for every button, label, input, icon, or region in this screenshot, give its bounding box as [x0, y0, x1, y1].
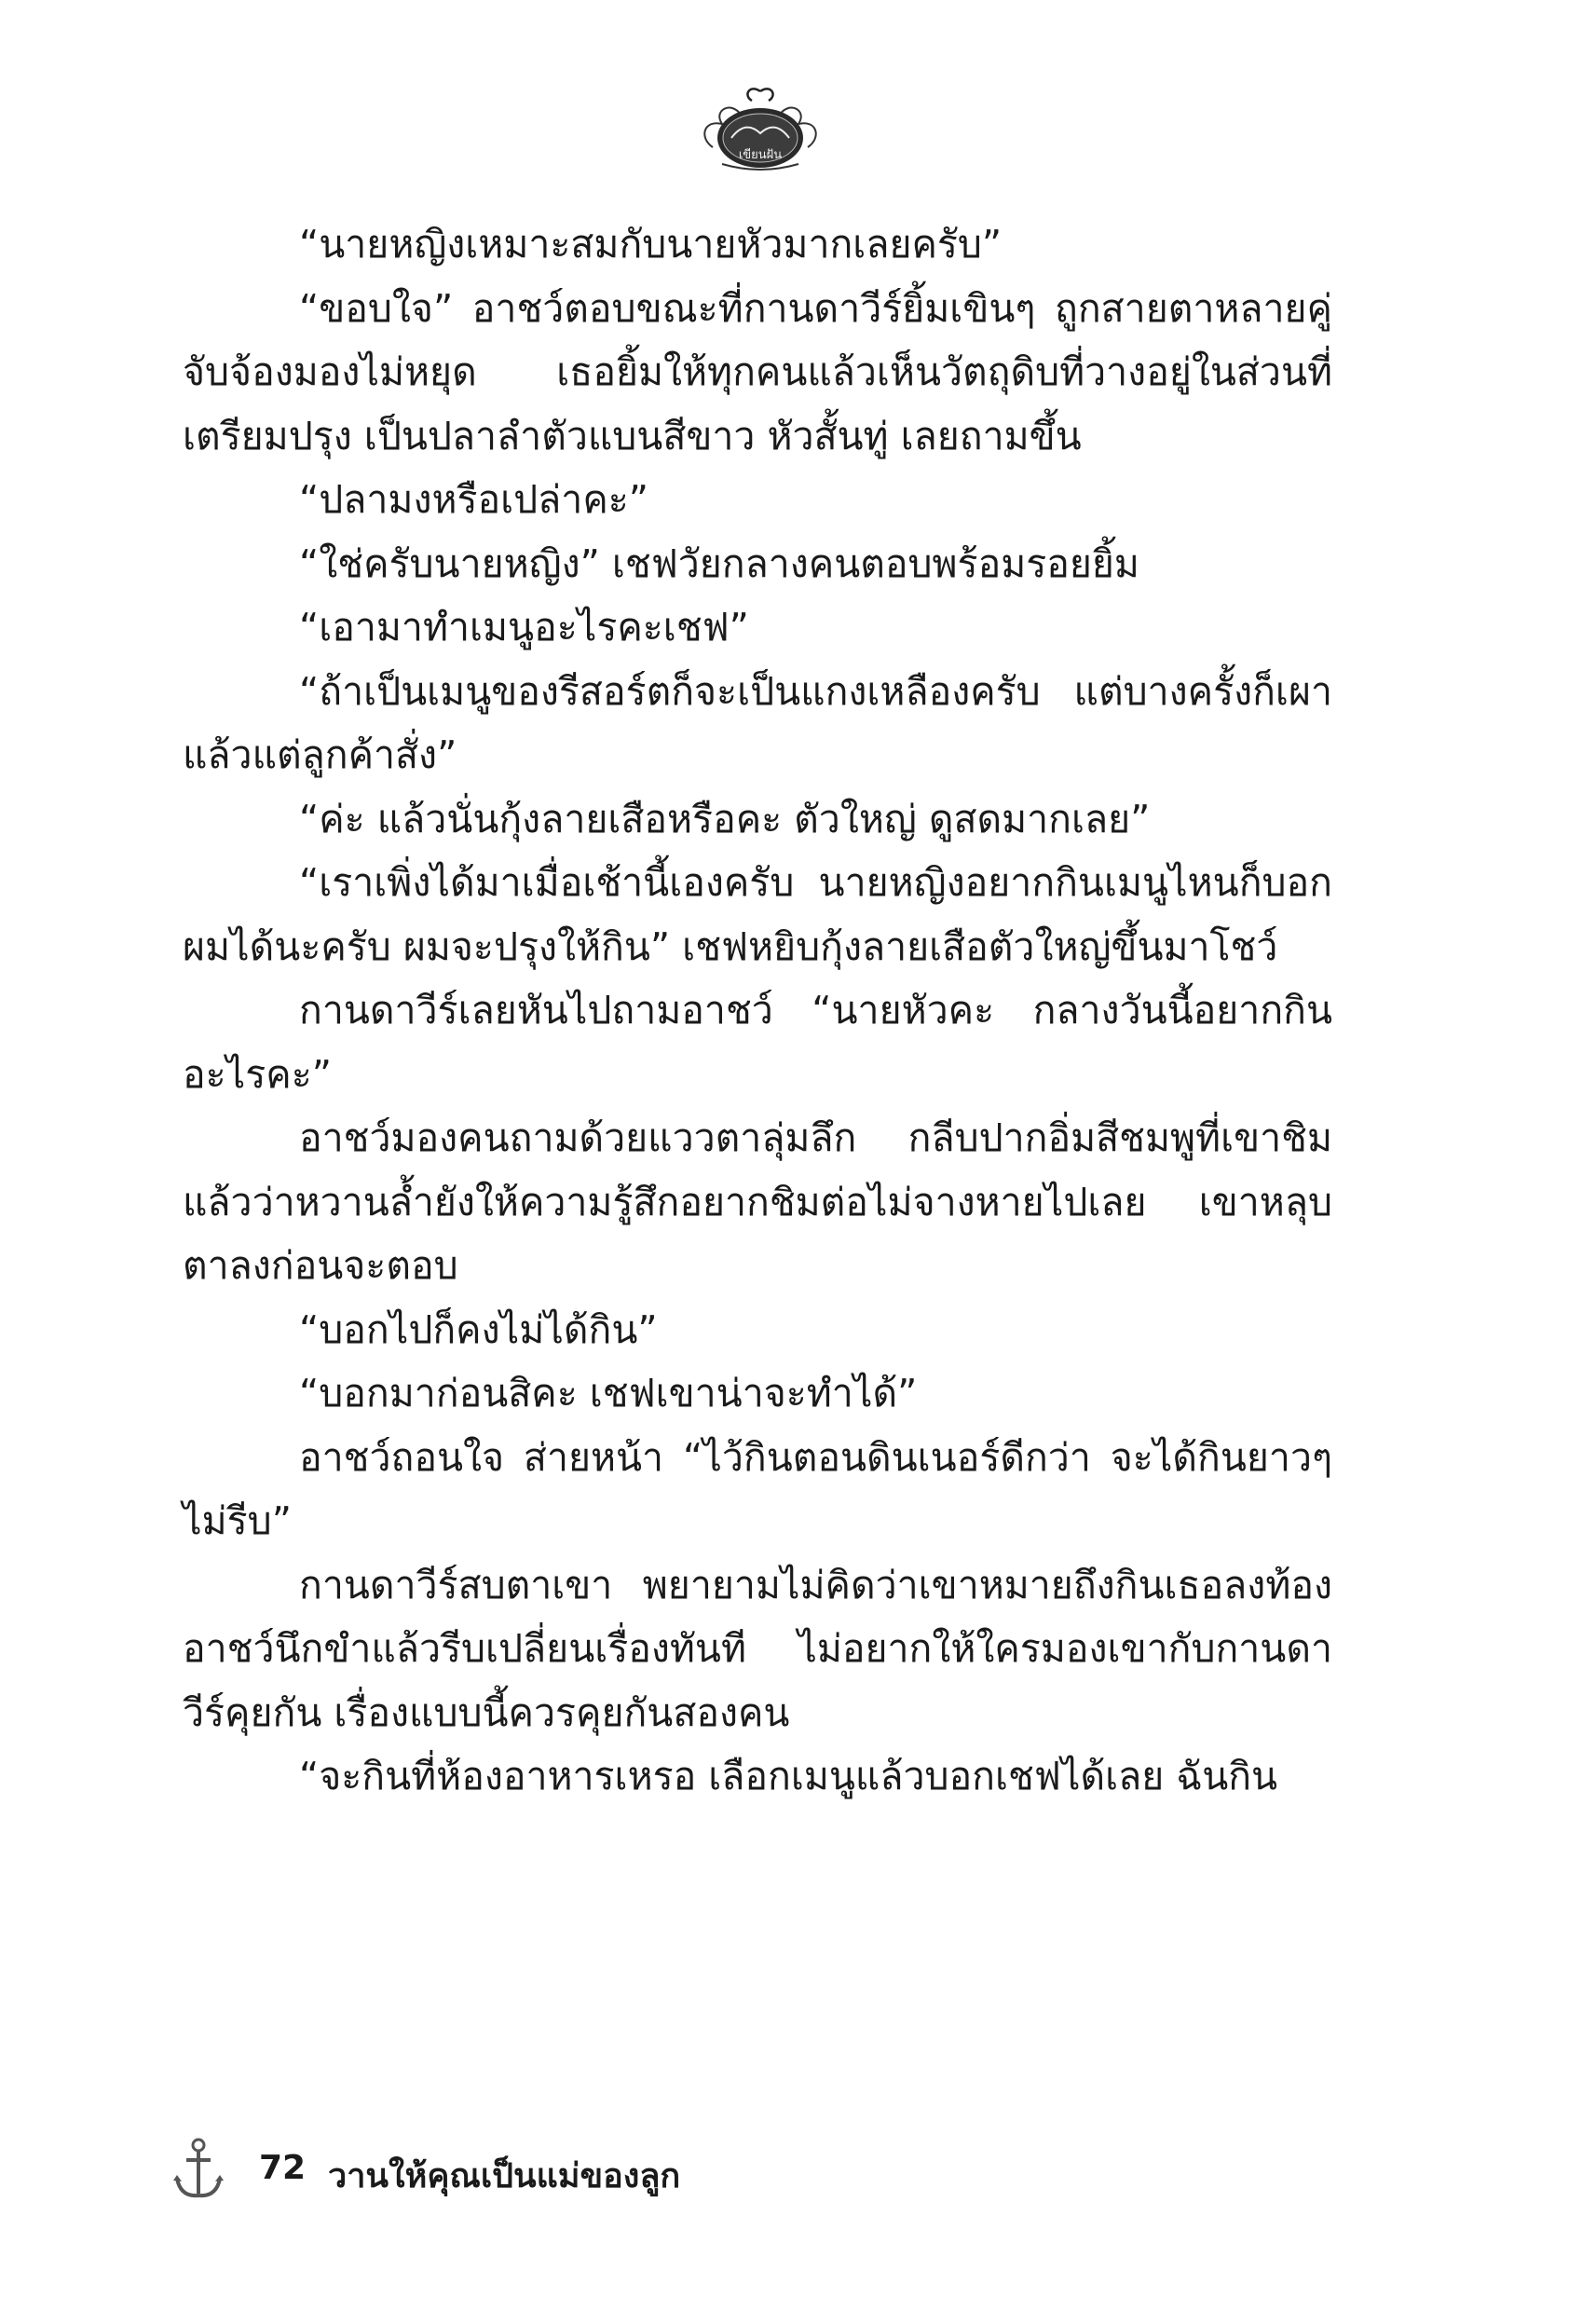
paragraph: “บอกมาก่อนสิคะ เชฟเขาน่าจะทำได้” [299, 1371, 918, 1415]
paragraph: กานดาวีร์สบตาเขา พยายามไม่คิดว่าเขาหมายถึงกินเธอลงท้อง อาชว์นึกขำแล้วรีบเปลี่ยนเรื่องทันที ไม่อยากให้ใครมองเขากับกานดาวีร์คุยกัน เรื่องแบบนี้ควรคุยกันสองคน [183, 1562, 1332, 1735]
page-number: 72 [259, 2149, 307, 2187]
body-text [183, 212, 1332, 1809]
paragraph: อาชว์ถอนใจ ส่ายหน้า “ไว้กินตอนดินเนอร์ดีกว่า จะได้กินยาวๆ ไม่รีบ” [183, 1434, 1332, 1543]
page-footer [170, 2136, 822, 2210]
paragraph: กานดาวีร์เลยหันไปถามอาชว์ “นายหัวคะ กลางวันนี้อยากกินอะไรคะ” [183, 988, 1332, 1097]
paragraph: “ถ้าเป็นเมนูของรีสอร์ตก็จะเป็นแกงเหลืองครับ แต่บางครั้งก็เผาแล้วแต่ลูกค้าสั่ง” [183, 668, 1332, 777]
paragraph: “ค่ะ แล้วนั่นกุ้งลายเสือหรือคะ ตัวใหญ่ ดูสดมากเลย” [299, 796, 1151, 841]
paragraph: “จะกินที่ห้องอาหารเหรอ เลือกเมนูแล้วบอกเชฟได้เลย ฉันกิน [299, 1754, 1278, 1798]
paragraph: “บอกไปก็คงไม่ได้กิน” [299, 1306, 658, 1352]
logo-text: เขียนฝัน [738, 148, 783, 162]
paragraph: “นายหญิงเหมาะสมกับนายหัวมากเลยครับ” [299, 222, 1003, 267]
anchor-icon [170, 2136, 227, 2203]
paragraph: “เราเพิ่งได้มาเมื่อเช้านี้เองครับ นายหญิงอยากกินเมนูไหนก็บอกผมได้นะครับ ผมจะปรุงให้กิน” เชฟหยิบกุ้งลายเสือตัวใหญ่ขึ้นมาโชว์ [183, 860, 1332, 969]
publisher-emblem-icon [694, 82, 826, 175]
paragraph: “ใช่ครับนายหญิง” เชฟวัยกลางคนตอบพร้อมรอยยิ้ม [299, 540, 1139, 586]
paragraph: อาชว์มองคนถามด้วยแววตาลุ่มลึก กลีบปากอิ่มสีชมพูที่เขาชิมแล้วว่าหวานล้ำยังให้ความรู้สึกอยากชิมต่อไม่จางหายไปเลย เขาหลุบตาลงก่อนจะตอบ [183, 1115, 1332, 1288]
paragraph: “เอามาทำเมนูอะไรคะเชฟ” [299, 605, 749, 650]
paragraph: “ปลามงหรือเปล่าคะ” [299, 477, 649, 522]
book-title: วานให้คุณเป็นแม่ของลูก [328, 2157, 681, 2195]
paragraph: “ขอบใจ” อาชว์ตอบขณะที่กานดาวีร์ยิ้มเขินๆ ถูกสายตาหลายคู่จับจ้องมองไม่หยุด เธอยิ้มให้ทุกคนแล้วเห็นวัตถุดิบที่วางอยู่ในส่วนที่เตรียมปรุง เป็นปลาลำตัวแบนสีขาว หัวสั้นทู่ เลยถามขึ้น [183, 285, 1332, 458]
